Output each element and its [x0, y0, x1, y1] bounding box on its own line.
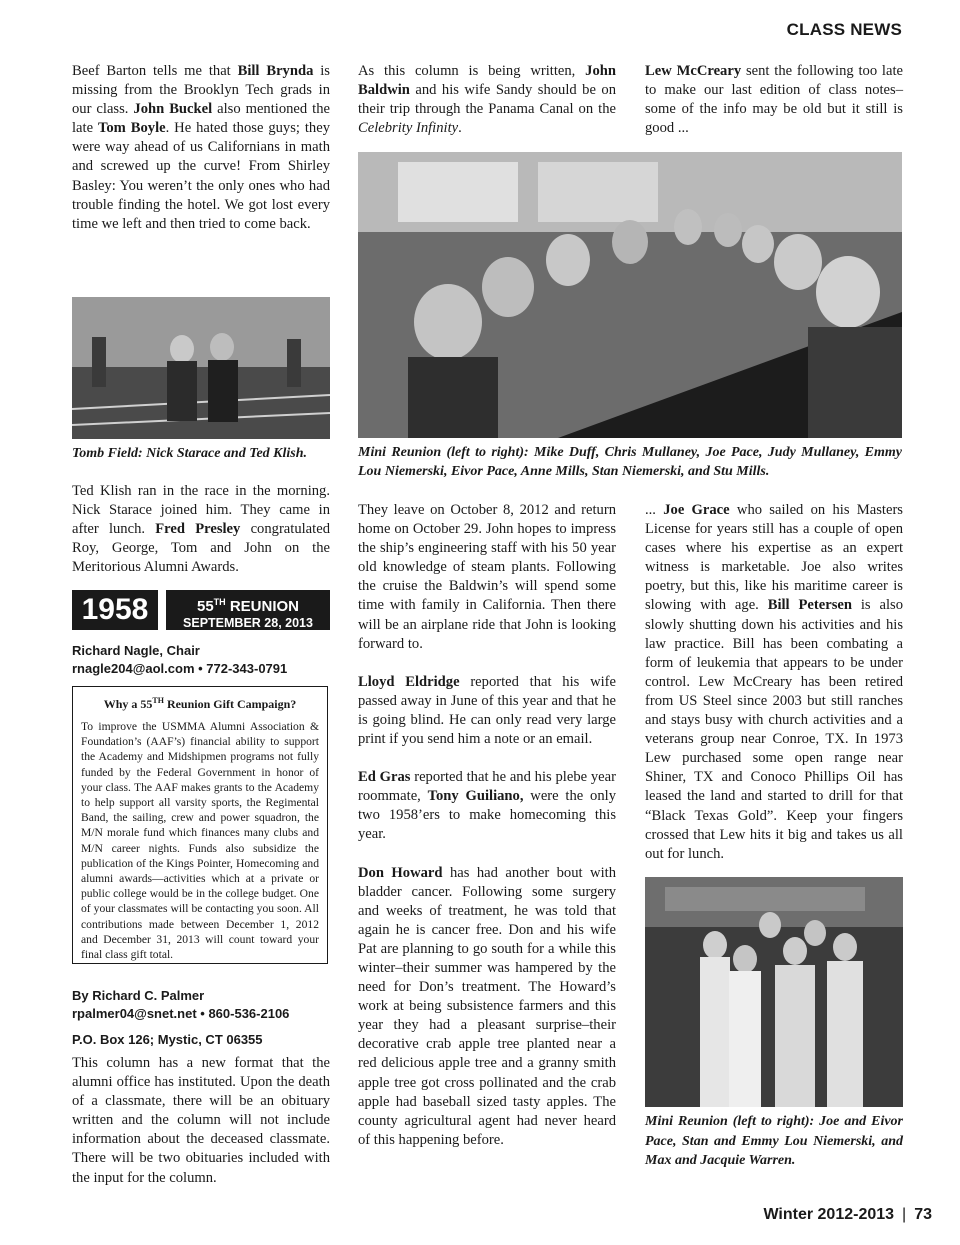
- chair-name: Richard Nagle, Chair: [72, 643, 200, 658]
- mini-reunion-photo-caption: Mini Reunion (left to right): Mike Duff, Chris Mullaney, Joe Pace, Judy Mullaney, Emmy Lou Niemerski, Eivor Pace, Anne Mills, Stan Niemerski, and Stu Mills.: [358, 445, 902, 479]
- author-contact: rpalmer04@snet.net • 860-536-2106: [72, 1006, 290, 1021]
- section-title: CLASS NEWS: [786, 20, 902, 39]
- new-format-paragraph: This column has a new format that the alumni office has instituted. Upon the death of a classmate, there will be an obituary written and the column will not include information about the deceased classmate. There will be two obituaries included with the input for the column.: [72, 1055, 330, 1186]
- mini-reunion-photo: [358, 152, 902, 438]
- column-1-bottom: [72, 1054, 330, 1188]
- col3-mccreary-paragraph: Lew McCreary sent the following too late to make our last edition of class notes–some of the info may be old but it still is good ...: [645, 63, 904, 137]
- author-name: By Richard C. Palmer: [72, 988, 205, 1003]
- issue-label: Winter 2012-2013: [763, 1206, 895, 1223]
- reunion-number: 55: [196, 598, 214, 615]
- column-2-lower: [358, 501, 616, 1150]
- reunion-date: SEPTEMBER 28, 2013: [183, 616, 313, 630]
- small-reunion-photo-caption: Mini Reunion (left to right): Joe and Eivor Pace, Stan and Emmy Lou Niemerski, and Max and Jacquie Warren.: [645, 1114, 903, 1168]
- column-3-lower: [645, 501, 903, 864]
- footer-separator: |: [902, 1206, 907, 1223]
- class-1958-banner: [72, 590, 330, 630]
- track-field-photo-caption: Tomb Field: Nick Starace and Ted Klish.: [72, 446, 308, 461]
- col1-race-paragraph: Ted Klish ran in the race in the morning. Nick Starace joined him. They came in after lunch. Fred Presley congratulated Roy, George, Tom and John on the Meritorious Alumni Awards.: [72, 483, 330, 576]
- gift-campaign-box: [72, 686, 328, 964]
- column-3: [645, 62, 903, 138]
- reunion-suffix: TH: [213, 597, 226, 607]
- track-field-photo: [72, 297, 330, 439]
- col2-baldwin-paragraph: As this column is being written, John Baldwin and his wife Sandy should be on their trip through the Panama Canal on the Celebrity Infinity.: [358, 63, 616, 137]
- page-number: 73: [914, 1206, 932, 1223]
- chair-contact: rnagle204@aol.com • 772-343-0791: [72, 661, 288, 676]
- col2-howard-paragraph: Don Howard has had another bout with bladder cancer. Following some surgery and weeks of treatment, he was told that again he is cancer free. Don and his wife Pat are planning to go south for a while this winter–their summer was hampered by the need for Don’s treatment. The Howard’s work at being subsistence farmers and this year they had a pleasant surprise–their decorative crab apple tree planted near a red delicious apple tree and a granny smith apple tree got cross pollinated and the crab apple had baseball sized tasty apples. The county agricultural agent had never heard of this happening before.: [358, 864, 616, 1148]
- class-year: 1958: [72, 590, 158, 630]
- col2-eldridge-paragraph: Lloyd Eldridge reported that his wife passed away in June of this year and that he is going blind. He can only read very large print if you send him a note or an email.: [358, 673, 616, 748]
- column-2: [358, 62, 616, 138]
- column-1-lower: [72, 482, 330, 577]
- small-reunion-photo: [645, 877, 903, 1107]
- col2-cruise-paragraph: They leave on October 8, 2012 and return home on October 29. John hopes to impress the ship’s engineering staff with his 50 year old knowledge of steam plants. Following the cruise the Baldwin’s will spend some time with family in California. Then there will be an airplane ride that John is looking forward to.: [358, 502, 616, 652]
- page-footer: [763, 1206, 932, 1224]
- gift-campaign-text: To improve the USMMA Alumni Association & Foundation’s (AAF’s) financial ability to support the Academy and Midshipmen programs not fully funded by the Federal Government in honor of your class. The AAF makes grants to the Academy to help support all varsity sports, the Regimental Band, the sailing, crew and power squadron, the M/N morale fund which finances many clubs and M/N career nights. Funds also subsidize the publication of the Kings Pointer, Homecoming and alumni awards—activities which at a private or public college would be in the college budget. One of your classmates will be contacting you soon. All contributions made between December 1, 2012 and December 31, 2013 will count toward your final class gift total.: [81, 720, 319, 962]
- col2-gras-paragraph: Ed Gras reported that he and his plebe year roommate, Tony Guiliano, were the only two 1958’ers to make homecoming this year.: [358, 769, 616, 843]
- reunion-word: REUNION: [229, 598, 300, 615]
- mini-reunion-photo-art: [358, 152, 902, 438]
- gift-campaign-title: Why a 55TH Reunion Gift Campaign?: [103, 696, 297, 711]
- col1-intro-paragraph: Beef Barton tells me that Bill Brynda is missing from the Brooklyn Tech grads in our class. John Buckel also mentioned the late Tom Boyle. He hated those guys; they were way ahead of us Californians in math and screwed up the curve! From Shirley Basley: You weren’t the only ones who had trouble finding the hotel. We got lost every time we left and then tried to come back.: [72, 63, 330, 232]
- reunion-label: [166, 590, 330, 630]
- column-1: [72, 62, 330, 234]
- track-field-photo-art: [72, 297, 330, 439]
- small-reunion-photo-art: [645, 877, 903, 1107]
- chair-contact-block: [72, 642, 330, 678]
- author-address: P.O. Box 126; Mystic, CT 06355: [72, 1032, 263, 1047]
- author-contact-block: [72, 987, 330, 1049]
- col3-grace-paragraph: ... Joe Grace who sailed on his Masters License for years still has a couple of open cases where his expertise as an expert witness is marketable. Joe also writes poetry, but this, like his maritime career is slowing with age. Bill Petersen is also slowly shutting down his activities and his law practice. Bill has been combating a form of leukemia that appears to be under control. Lew McCreary has been retired from US Steel since 2003 but still ranches and stays busy with church activities and a veterans group near Conroe, TX. In 1973 Lew purchased some open range near Shiner, TX and Conoco Phillips Oil has leased the land and started to drill for that “Black Texas Gold”. Keep your fingers crossed that Lew hits it big and takes us all out for lunch.: [645, 502, 903, 862]
